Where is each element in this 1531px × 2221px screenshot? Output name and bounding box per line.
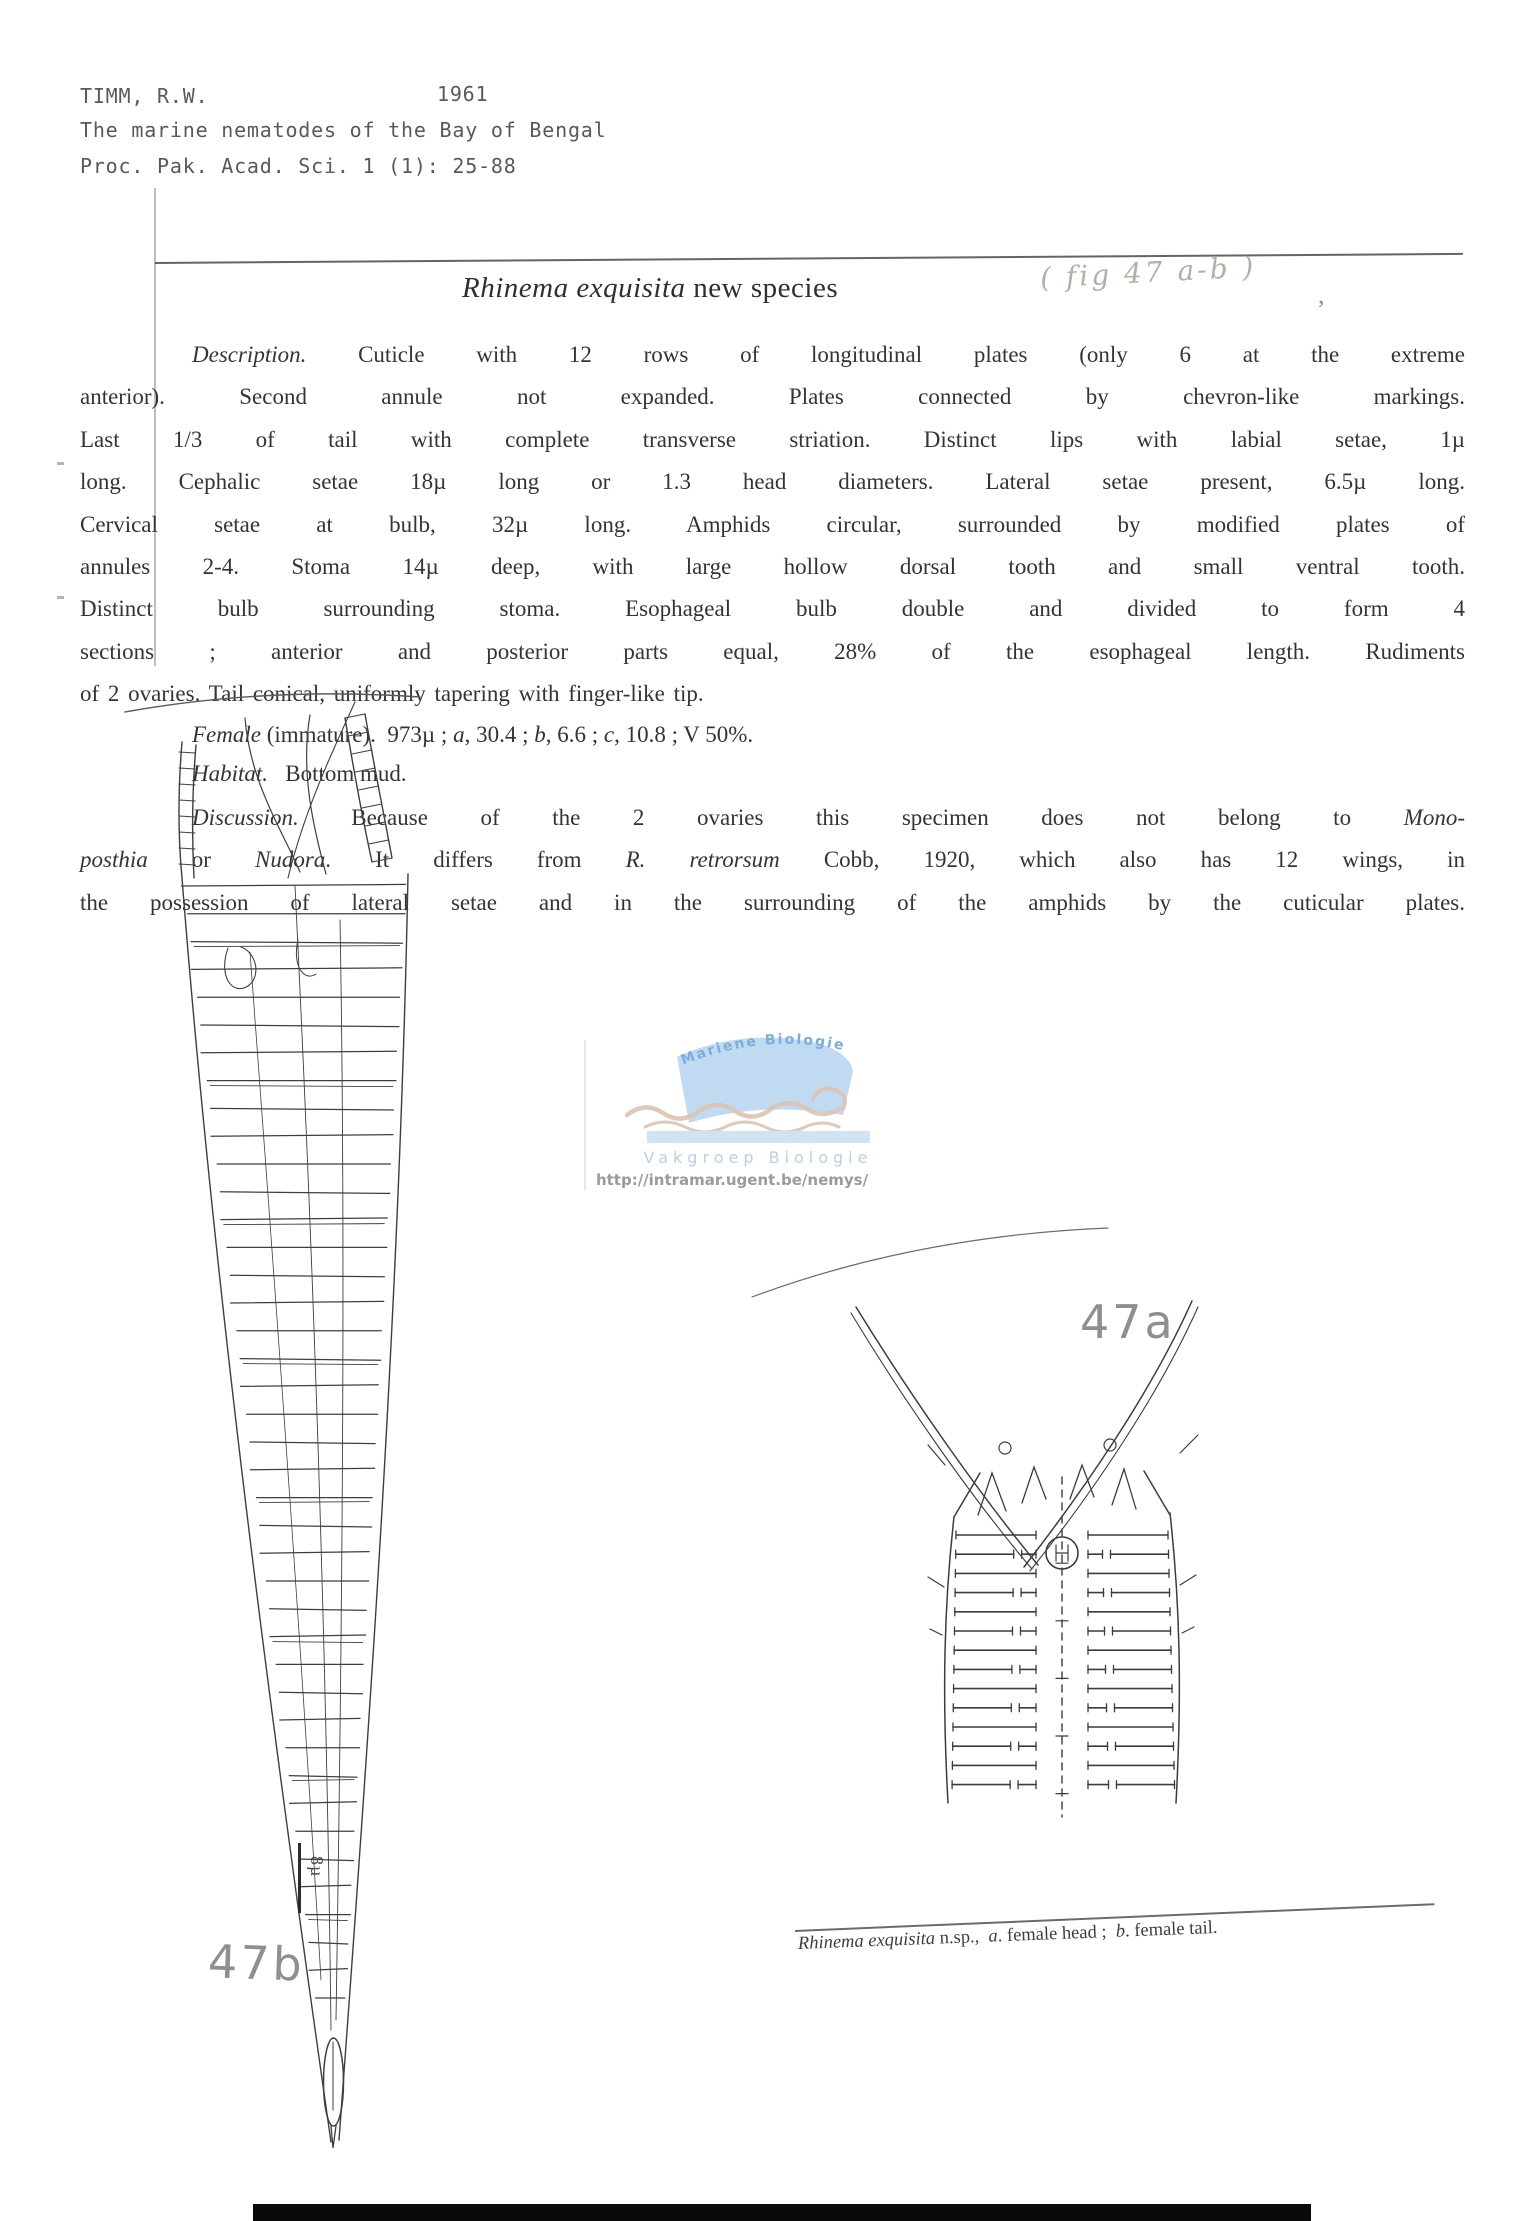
- discussion-paragraph: Discussion. Because of the 2 ovaries this specimen does not belong to Mono- posthia or Nudora. It differs from R. retrorsum Cobb, 1920, which also has 12 wings, in the possession of lateral setae and in the surrounding of the amphids by the cuticular plates.: [80, 805, 1465, 915]
- margin-mark: [57, 596, 64, 599]
- margin-mark: [57, 462, 64, 465]
- scale-label: 8µ: [307, 1856, 327, 1878]
- handwritten-figure-note: ( fig 47 a-b ): [1039, 250, 1258, 295]
- biometrics-line: Female (immature). 973µ ; a, 30.4 ; b, 6.6 ; c, 10.8 ; V 50%.: [192, 722, 754, 747]
- heading-suffix: new species: [685, 272, 839, 304]
- citation-line: Proc. Pak. Acad. Sci. 1 (1): 25-88: [80, 154, 517, 178]
- watermark-arc-text: Mariene Biologie: [678, 1031, 847, 1069]
- watermark-band: [647, 1131, 870, 1143]
- species-heading: [462, 272, 838, 305]
- work-title: The marine nematodes of the Bay of Bengal: [80, 118, 607, 142]
- watermark-url: http://intramar.ugent.be/nemys/: [595, 1171, 869, 1189]
- watermark-band-text: Vakgroep Biologie: [643, 1148, 873, 1167]
- watermark: [585, 1015, 885, 1195]
- figure-caption: Rhinema exquisita n.sp., a. female head ; b. female tail.: [797, 1917, 1218, 1954]
- description-paragraph: Description. Cuticle with 12 rows of longitudinal plates (only 6 at the extreme anterior). Second annule not expanded. Plates connected by chevron-like markings. Last 1/3 of tail with complete transverse striation. Distinct lips with labial setae, 1µ long. Cephalic setae 18µ long or 1.3 head diameters. Lateral setae present, 6.5µ long. Cervical setae at bulb, 32µ long. Amphids circular, surrounded by modified plates of annules 2-4. Stoma 14µ deep, with large hollow dorsal tooth and small ventral tooth. Distinct bulb surrounding stoma. Esophageal bulb double and divided to form 4 sections ; anterior and posterior parts equal, 28% of the esophageal length. Rudiments of 2 ovaries. Tail conical, uniformly tapering with finger-like tip.: [80, 342, 1465, 707]
- scale-bar: [298, 1843, 301, 1913]
- figure-47b-label: 47b: [207, 1934, 306, 1992]
- head-drawing: [740, 1215, 1330, 1820]
- year-label: 1961: [437, 82, 489, 106]
- page-rule: [155, 253, 1463, 264]
- species-name: Rhinema exquisita: [462, 272, 686, 304]
- author-line: TIMM, R.W.: [80, 84, 209, 108]
- stray-mark: ,: [1318, 280, 1325, 309]
- bottom-scan-bar: [253, 2204, 1311, 2221]
- figure-47a-label: 47a: [1080, 1295, 1176, 1349]
- habitat-line: Habitat. Bottom mud.: [192, 761, 407, 786]
